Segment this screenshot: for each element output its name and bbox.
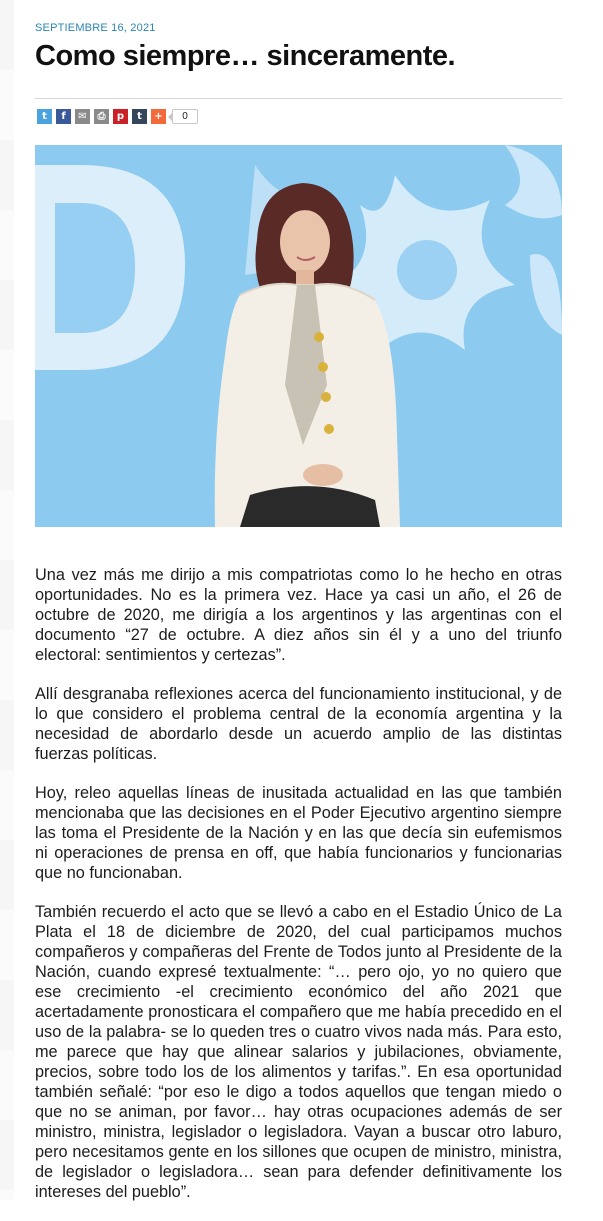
tumblr-icon: t xyxy=(137,110,142,122)
email-icon: ✉ xyxy=(78,110,87,122)
article-body xyxy=(35,565,562,1221)
share-more-button[interactable] xyxy=(151,109,166,124)
share-pinterest-button[interactable] xyxy=(113,109,128,124)
title-divider xyxy=(35,98,562,99)
share-email-button[interactable] xyxy=(75,109,90,124)
hero-photo xyxy=(35,145,562,527)
share-count: 0 xyxy=(172,109,198,124)
plus-icon: + xyxy=(154,110,163,122)
article-date: SEPTIEMBRE 16, 2021 xyxy=(35,22,156,34)
share-twitter-button[interactable] xyxy=(37,109,52,124)
share-bar xyxy=(37,109,198,124)
share-facebook-button[interactable] xyxy=(56,109,71,124)
paragraph: También recuerdo el acto que se llevó a cabo en el Estadio Único de La Plata el 18 de diciembre de 2020, del cual participamos muchos compañeros y compañeras del Frente de Todos junto al Presidente de la Nación, cuando expresé textualmente: “… pero ojo, yo no quiero que ese crecimiento -el crecimiento económico del año 2021 que acertadamente pronosticara el compañero que me había precedido en el uso de la palabra- se lo queden tres o cuatro vivos nada más. Para esto, me parece que hay que alinear salarios y jubilaciones, obviamente, precios, sobre todo los de los alimentos y tarifas.”. En esa oportunidad también señalé: “por eso le digo a todos aquellos que tengan miedo o que no se animan, por favor… hay otras ocupaciones además de ser ministro, ministra, legislador o legisladora. Vayan a buscar otro laburo, pero necesitamos gente en los sillones que ocupen de ministro, ministra, de legislador o legisladora… sean para defender definitivamente los intereses del pueblo”. xyxy=(35,903,562,1201)
paragraph: Allí desgranaba reflexiones acerca del funcionamiento institucional, y de lo que considero el problema central de la economía argentina y la necesidad de abordarlo desde un acuerdo amplio de las distintas fuerzas políticas. xyxy=(35,685,562,763)
paragraph: Hoy, releo aquellas líneas de inusitada actualidad en las que también mencionaba que las decisiones en el Poder Ejecutivo argentino siempre las toma el Presidente de la Nación y en las que decía sin eufemismos ni operaciones de prensa en off, que había funcionarios y funcionarias que no funcionaban. xyxy=(35,784,562,882)
twitter-icon: t xyxy=(42,110,47,122)
pinterest-icon: p xyxy=(116,110,125,122)
facebook-icon: f xyxy=(61,110,66,122)
share-print-button[interactable] xyxy=(94,109,109,124)
side-pattern xyxy=(0,0,14,1200)
print-icon: ⎙ xyxy=(97,110,106,122)
article-title: Como siempre… sinceramente. xyxy=(35,40,456,72)
paragraph: Una vez más me dirijo a mis compatriotas como lo he hecho en otras oportunidades. No es la primera vez. Hace ya casi un año, el 26 de octubre de 2020, me dirigía a los argentinos y las argentinas con el documento “27 de octubre. A diez años sin él y a uno del triunfo electoral: sentimientos y certezas”. xyxy=(35,566,562,664)
share-tumblr-button[interactable] xyxy=(132,109,147,124)
